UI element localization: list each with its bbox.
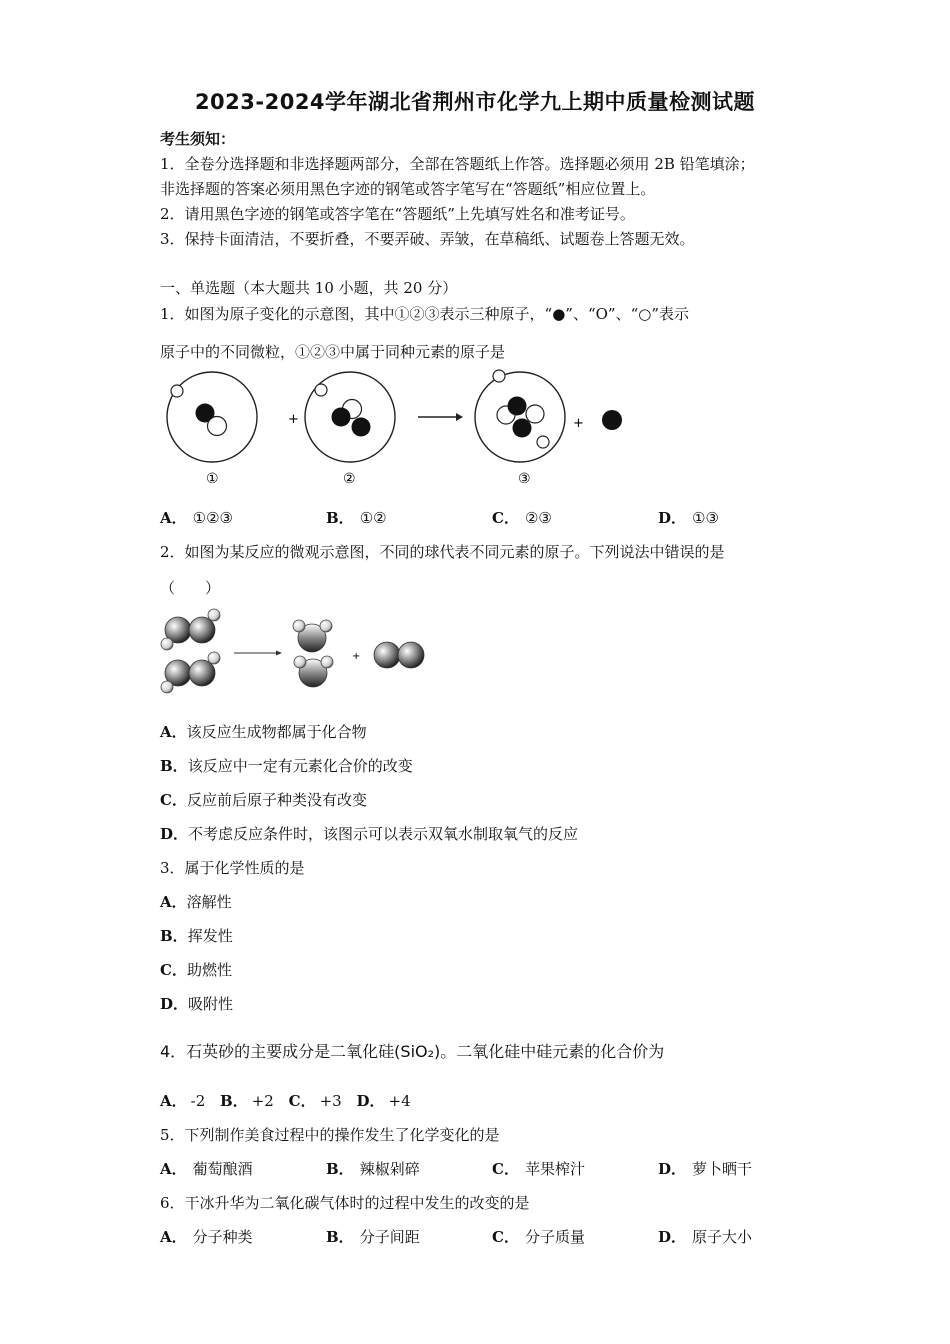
fig-label: ② bbox=[343, 471, 356, 487]
neutron bbox=[526, 405, 544, 423]
electron bbox=[171, 385, 183, 397]
proton bbox=[513, 419, 532, 438]
option-b[interactable]: B． ①② bbox=[326, 509, 387, 527]
option-c[interactable]: C． 分子质量 bbox=[492, 1228, 585, 1246]
q2-option-c[interactable]: C．反应前后原子种类没有改变 bbox=[160, 791, 367, 809]
q2-stem-line2: （ ） bbox=[160, 579, 221, 597]
q1-options bbox=[160, 507, 824, 528]
option-b[interactable]: B． +2 bbox=[220, 1092, 274, 1110]
fig-label: ③ bbox=[518, 471, 531, 487]
notice-item: 2．请用黑色字迹的钢笔或答字笔在“答题纸”上先填写姓名和准考证号。 bbox=[160, 205, 635, 223]
option-c[interactable]: C． 苹果榨汁 bbox=[492, 1160, 585, 1178]
plus-sign: + bbox=[573, 416, 584, 431]
notice-item: 3．保持卡面清洁，不要折叠，不要弄破、弄皱，在草稿纸、试题卷上答题无效。 bbox=[160, 230, 695, 248]
water-molecule bbox=[293, 620, 332, 652]
q2-option-d[interactable]: D．不考虑反应条件时，该图示可以表示双氧水制取氧气的反应 bbox=[160, 825, 579, 843]
option-b[interactable]: B． 辣椒剁碎 bbox=[326, 1160, 420, 1178]
q5-stem: 5．下列制作美食过程中的操作发生了化学变化的是 bbox=[160, 1126, 500, 1144]
option-a[interactable]: A． ①②③ bbox=[160, 509, 233, 527]
option-a[interactable]: A． 分子种类 bbox=[160, 1228, 253, 1246]
page-title: 2023-2024学年湖北省荆州市化学九上期中质量检测试题 bbox=[194, 90, 756, 114]
water-molecule bbox=[294, 656, 333, 687]
q3-option-d[interactable]: D．吸附性 bbox=[160, 995, 234, 1013]
q5-options bbox=[160, 1158, 824, 1179]
section-heading: 一、单选题（本大题共 10 小题，共 20 分） bbox=[160, 279, 458, 297]
q4-options bbox=[160, 1090, 421, 1111]
q2-option-a[interactable]: A．该反应生成物都属于化合物 bbox=[160, 723, 367, 741]
option-c[interactable]: C． ②③ bbox=[492, 509, 552, 527]
notice-item: 1．全卷分选择题和非选择题两部分，全部在答题纸上作答。选择题必须用 2B 铅笔填涂； bbox=[160, 155, 755, 173]
reaction-arrow bbox=[234, 651, 282, 656]
proton bbox=[602, 410, 622, 430]
q3-option-c[interactable]: C．助燃性 bbox=[160, 961, 232, 979]
option-b[interactable]: B． 分子间距 bbox=[326, 1228, 420, 1246]
q3-option-a[interactable]: A．溶解性 bbox=[160, 893, 232, 911]
notice-item: 非选择题的答案必须用黑色字迹的钢笔或答字笔写在“答题纸”相应位置上。 bbox=[160, 180, 656, 198]
electron bbox=[537, 436, 549, 448]
h2o2-molecule bbox=[161, 652, 220, 693]
q1-atom-figure bbox=[160, 365, 640, 490]
proton bbox=[352, 418, 371, 437]
q2-stem-line1: 2．如图为某反应的微观示意图，不同的球代表不同元素的原子。下列说法中错误的是 bbox=[160, 543, 725, 561]
q1-stem-line1: 1．如图为原子变化的示意图，其中①②③表示三种原子，“●”、“O”、“○”表示 bbox=[160, 305, 690, 323]
fig-label: ① bbox=[206, 471, 219, 487]
q3-option-b[interactable]: B．挥发性 bbox=[160, 927, 233, 945]
q2-option-b[interactable]: B．该反应中一定有元素化合价的改变 bbox=[160, 757, 413, 775]
plus-sign: + bbox=[352, 651, 361, 662]
atom-3 bbox=[475, 370, 565, 462]
option-d[interactable]: D． +4 bbox=[356, 1092, 411, 1110]
electron bbox=[315, 384, 327, 396]
option-a[interactable]: A． -2 bbox=[160, 1092, 206, 1110]
q1-stem-line2: 原子中的不同微粒，①②③中属于同种元素的原子是 bbox=[160, 343, 506, 361]
option-a[interactable]: A． 葡萄酿酒 bbox=[160, 1160, 253, 1178]
oxygen-molecule bbox=[374, 642, 424, 668]
notice-heading: 考生须知： bbox=[160, 130, 236, 148]
h2o2-molecule bbox=[161, 609, 220, 650]
proton bbox=[508, 397, 527, 416]
reaction-arrow bbox=[418, 413, 463, 421]
atom-2 bbox=[305, 372, 395, 462]
q3-stem: 3．属于化学性质的是 bbox=[160, 859, 305, 877]
q2-reaction-figure bbox=[158, 605, 433, 700]
option-c[interactable]: C． +3 bbox=[288, 1092, 342, 1110]
option-d[interactable]: D． ①③ bbox=[658, 509, 719, 527]
q4-stem: 4．石英砂的主要成分是二氧化硅(SiO₂)。二氧化硅中硅元素的化合价为 bbox=[160, 1042, 665, 1061]
option-d[interactable]: D． 萝卜晒干 bbox=[658, 1160, 753, 1178]
q6-options bbox=[160, 1226, 824, 1247]
proton bbox=[332, 408, 351, 427]
neutron bbox=[208, 417, 227, 436]
q6-stem: 6．干冰升华为二氧化碳气体时的过程中发生的改变的是 bbox=[160, 1194, 530, 1212]
electron bbox=[493, 370, 505, 382]
option-d[interactable]: D． 原子大小 bbox=[658, 1228, 753, 1246]
atom-1 bbox=[167, 372, 257, 462]
plus-sign: + bbox=[288, 412, 299, 427]
